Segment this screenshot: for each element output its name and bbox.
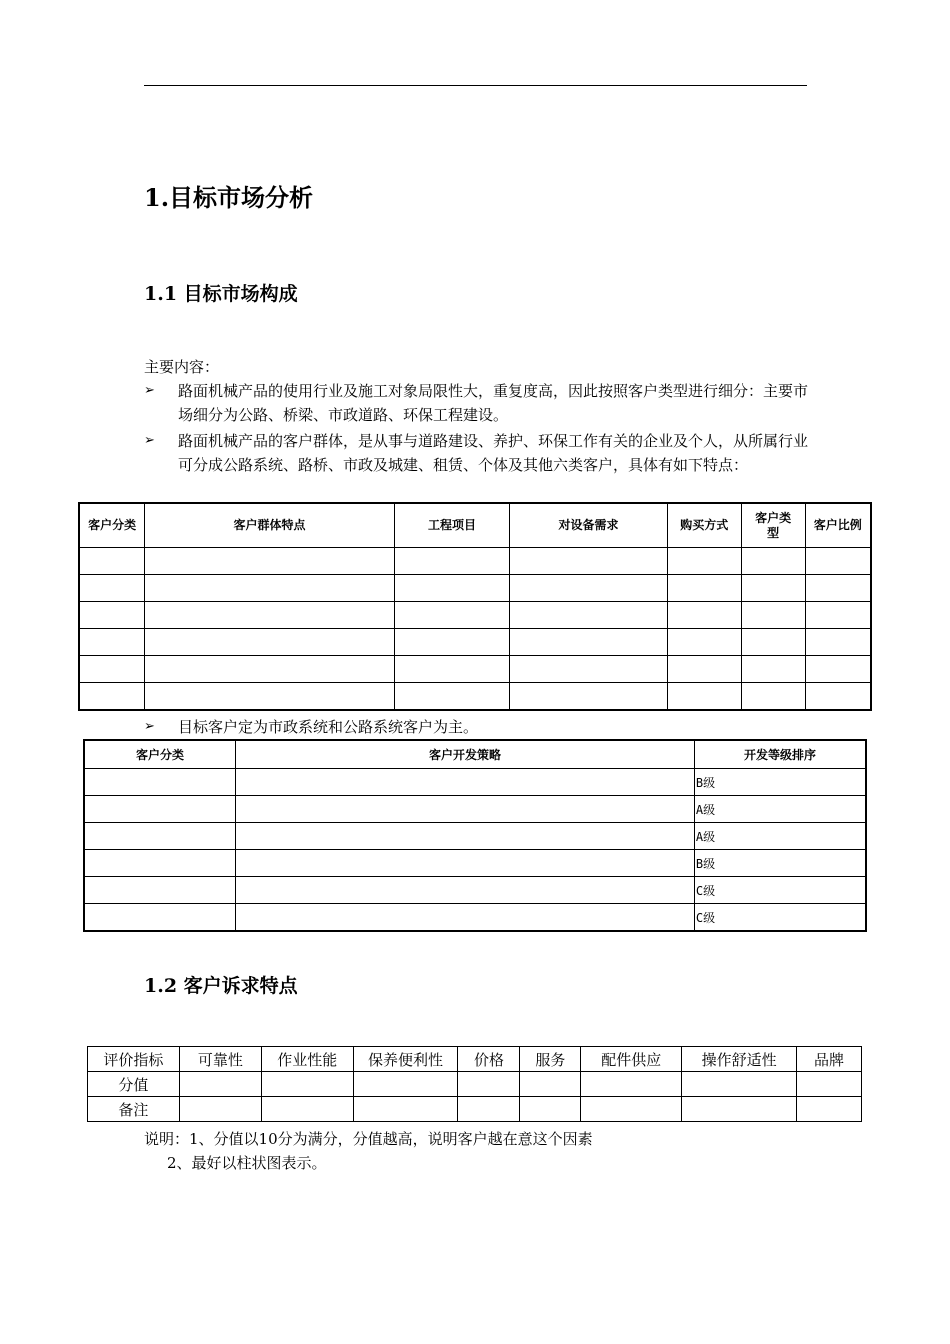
bullet-arrow-icon: ➢	[144, 433, 155, 448]
table-row	[79, 629, 871, 656]
grade-cell: A级	[694, 823, 866, 850]
table-row	[84, 769, 866, 796]
table-row	[79, 656, 871, 683]
notes	[144, 1127, 593, 1175]
header-rule	[144, 85, 807, 86]
table-row	[84, 823, 866, 850]
grade-cell: B级	[694, 769, 866, 796]
table-row	[84, 877, 866, 904]
bullet-item: ➢ 目标客户定为市政系统和公路系统客户为主。	[144, 715, 814, 739]
header-cell: 品牌	[797, 1047, 862, 1072]
col-header-purchase-method: 购买方式	[667, 503, 741, 548]
col-header-features: 客户群体特点	[145, 503, 394, 548]
header-cell: 服务	[520, 1047, 581, 1072]
col-header-category: 客户分类	[84, 740, 236, 769]
bullet-arrow-icon: ➢	[144, 383, 155, 398]
table-row	[79, 683, 871, 711]
grade-cell: C级	[694, 904, 866, 932]
row-label: 分值	[88, 1072, 180, 1097]
table-header-row	[88, 1047, 862, 1072]
evaluation-table	[87, 1046, 862, 1122]
grade-cell: A级	[694, 796, 866, 823]
header-cell: 可靠性	[179, 1047, 261, 1072]
customer-segment-table	[78, 502, 872, 711]
section-title-1-2: 1.2 客户诉求特点	[144, 975, 298, 997]
table-row	[79, 602, 871, 629]
header-cell: 操作舒适性	[682, 1047, 797, 1072]
note-line: 说明：1、分值以10分为满分，分值越高，说明客户越在意这个因素	[144, 1130, 593, 1148]
header-cell: 配件供应	[581, 1047, 682, 1072]
grade-cell: B级	[694, 850, 866, 877]
bullet-arrow-icon: ➢	[144, 719, 155, 734]
note-line: 2、最好以柱状图表示。	[167, 1154, 327, 1172]
bullet-item: ➢ 路面机械产品的使用行业及施工对象局限性大，重复度高，因此按照客户类型进行细分：主要市场细分为公路、桥梁、市政道路、环保工程建设。	[144, 379, 814, 427]
page-title: 1.目标市场分析	[144, 183, 314, 212]
row-label: 备注	[88, 1097, 180, 1122]
table-row	[79, 575, 871, 602]
table-row	[88, 1072, 862, 1097]
section-title-1-1: 1.1 目标市场构成	[144, 283, 298, 305]
col-header-priority: 开发等级排序	[694, 740, 866, 769]
col-header-strategy: 客户开发策略	[236, 740, 695, 769]
bullet-item: ➢ 路面机械产品的客户群体，是从事与道路建设、养护、环保工作有关的企业及个人，从所属行业可分成公路系统、路桥、市政及城建、租赁、个体及其他六类客户，具体有如下特点：	[144, 429, 814, 501]
intro-label: 主要内容：	[144, 358, 220, 376]
header-cell: 保养便利性	[353, 1047, 458, 1072]
table-row	[84, 796, 866, 823]
grade-cell: C级	[694, 877, 866, 904]
col-header-category: 客户分类	[79, 503, 145, 548]
col-header-customer-type: 客户类型	[741, 503, 805, 548]
table-row	[84, 850, 866, 877]
header-cell: 价格	[458, 1047, 520, 1072]
col-header-equipment-needs: 对设备需求	[510, 503, 668, 548]
table-row	[79, 548, 871, 575]
table-row	[84, 904, 866, 932]
header-cell: 作业性能	[261, 1047, 353, 1072]
development-strategy-table	[83, 739, 867, 932]
col-header-customer-ratio: 客户比例	[805, 503, 871, 548]
header-cell: 评价指标	[88, 1047, 180, 1072]
col-header-projects: 工程项目	[394, 503, 510, 548]
table-row	[88, 1097, 862, 1122]
